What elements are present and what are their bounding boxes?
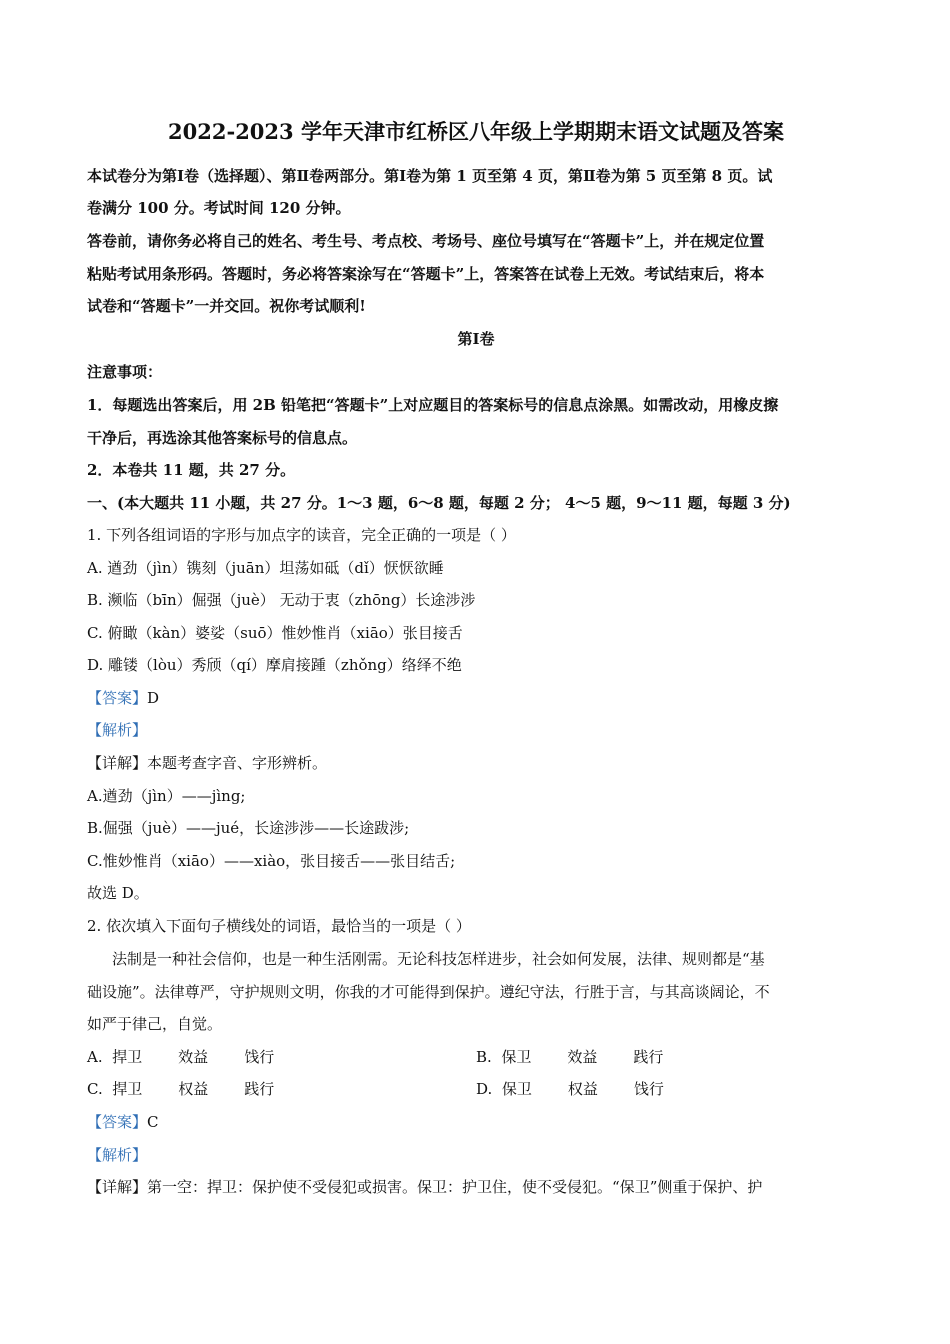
question-2-option-c xyxy=(87,1079,274,1099)
detail-tag: 【详解】 xyxy=(87,754,148,772)
question-2-answer xyxy=(87,1112,159,1132)
answer-tag: 【答案】 xyxy=(87,689,148,707)
question-2-option-a xyxy=(87,1047,274,1067)
note-line: 1．每题选出答案后，用 2B 铅笔把“答题卡”上对应题目的答案标号的信息点涂黑。如需改动，用橡皮擦 xyxy=(87,396,779,414)
option-word: 保卫 xyxy=(501,1048,532,1066)
question-1-option-c: C. 俯瞰（kàn）婆娑（suō）惟妙惟肖（xiāo）张目接舌 xyxy=(87,624,463,642)
question-1-stem: 1. 下列各组词语的字形与加点字的读音，完全正确的一项是（ ） xyxy=(87,526,516,544)
question-1-option-d: D. 雕镂（lòu）秀颀（qí）摩肩接踵（zhǒng）络绎不绝 xyxy=(87,656,462,674)
option-word: 权益 xyxy=(567,1080,598,1098)
answer-value: C xyxy=(147,1113,159,1131)
option-word: 践行 xyxy=(633,1048,664,1066)
explanation-line: A.遒劲（jìn）——jìng; xyxy=(87,787,246,805)
explanation-line: B.倔强（juè）——jué，长途涉涉——长途跋涉; xyxy=(87,819,410,837)
section-title: 第Ⅰ卷 xyxy=(457,330,495,348)
detail-text: 本题考查字音、字形辨析。 xyxy=(147,754,328,772)
intro-line: 试卷和“答题卡”一并交回。祝你考试顺利! xyxy=(87,297,366,315)
passage-line: 法制是一种社会信仰，也是一种生活刚需。无论科技怎样进步，社会如何发展，法律、规则都是“基 xyxy=(112,950,765,968)
option-word: 饯行 xyxy=(244,1048,275,1066)
option-word: 权益 xyxy=(178,1080,209,1098)
question-2-detail xyxy=(87,1177,762,1197)
explanation-line: C.惟妙惟肖（xiāo）——xiào，张目接舌——张目结舌; xyxy=(87,852,456,870)
note-line: 干净后，再选涂其他答案标号的信息点。 xyxy=(87,429,358,447)
intro-line: 答卷前，请你务必将自己的姓名、考生号、考点校、考场号、座位号填写在“答题卡”上，并在规定位置 xyxy=(87,232,765,250)
passage-line: 础设施”。法律尊严，守护规则文明，你我的才可能得到保护。遵纪守法，行胜于言，与其高谈阔论，不 xyxy=(87,983,770,1001)
option-word: 效益 xyxy=(178,1048,209,1066)
option-letter: A. xyxy=(87,1048,103,1066)
question-1-answer xyxy=(87,688,159,708)
option-word: 饯行 xyxy=(633,1080,664,1098)
notes-heading: 注意事项： xyxy=(87,363,163,381)
option-letter: D. xyxy=(476,1080,493,1098)
option-word: 捍卫 xyxy=(112,1048,143,1066)
intro-line: 卷满分 100 分。考试时间 120 分钟。 xyxy=(87,199,351,217)
option-word: 捍卫 xyxy=(112,1080,143,1098)
analysis-tag: 【解析】 xyxy=(87,1146,148,1164)
question-2-option-b xyxy=(476,1047,663,1067)
passage-line: 如严于律己，自觉。 xyxy=(87,1015,223,1033)
intro-line: 粘贴考试用条形码。答题时，务必将答案涂写在“答题卡”上，答案答在试卷上无效。考试结束后，将本 xyxy=(87,265,765,283)
question-1-option-b: B. 濒临（bīn）倔强（juè） 无动于衷（zhōng）长途涉涉 xyxy=(87,591,476,609)
question-1-detail xyxy=(87,753,327,773)
option-word: 效益 xyxy=(567,1048,598,1066)
explanation-line: 故选 D。 xyxy=(87,884,149,902)
analysis-tag: 【解析】 xyxy=(87,721,148,739)
detail-tag: 【详解】 xyxy=(87,1178,148,1196)
detail-text: 第一空：捍卫：保护使不受侵犯或损害。保卫：护卫住，使不受侵犯。“保卫”侧重于保护、护 xyxy=(147,1178,763,1196)
question-2-stem: 2. 依次填入下面句子横线处的词语，最恰当的一项是（ ） xyxy=(87,917,471,935)
question-1-option-a: A. 遒劲（jìn）镌刻（juān）坦荡如砥（dǐ）恹恹欲睡 xyxy=(87,559,444,577)
answer-tag: 【答案】 xyxy=(87,1113,148,1131)
answer-value: D xyxy=(147,689,160,707)
option-letter: B. xyxy=(476,1048,492,1066)
option-word: 保卫 xyxy=(501,1080,532,1098)
question-2-option-d xyxy=(476,1079,664,1099)
part-heading: 一、(本大题共 11 小题，共 27 分。1～3 题，6～8 题，每题 2 分； 4～5 题，9～11 题，每题 3 分) xyxy=(87,494,791,512)
note-line: 2．本卷共 11 题，共 27 分。 xyxy=(87,461,296,479)
page-title: 2022-2023 学年天津市红桥区八年级上学期期末语文试题及答案 xyxy=(168,119,784,144)
option-word: 践行 xyxy=(244,1080,275,1098)
intro-line: 本试卷分为第Ⅰ卷（选择题）、第Ⅱ卷两部分。第Ⅰ卷为第 1 页至第 4 页，第Ⅱ卷为第 5 页至第 8 页。试 xyxy=(87,167,773,185)
option-letter: C. xyxy=(87,1080,103,1098)
